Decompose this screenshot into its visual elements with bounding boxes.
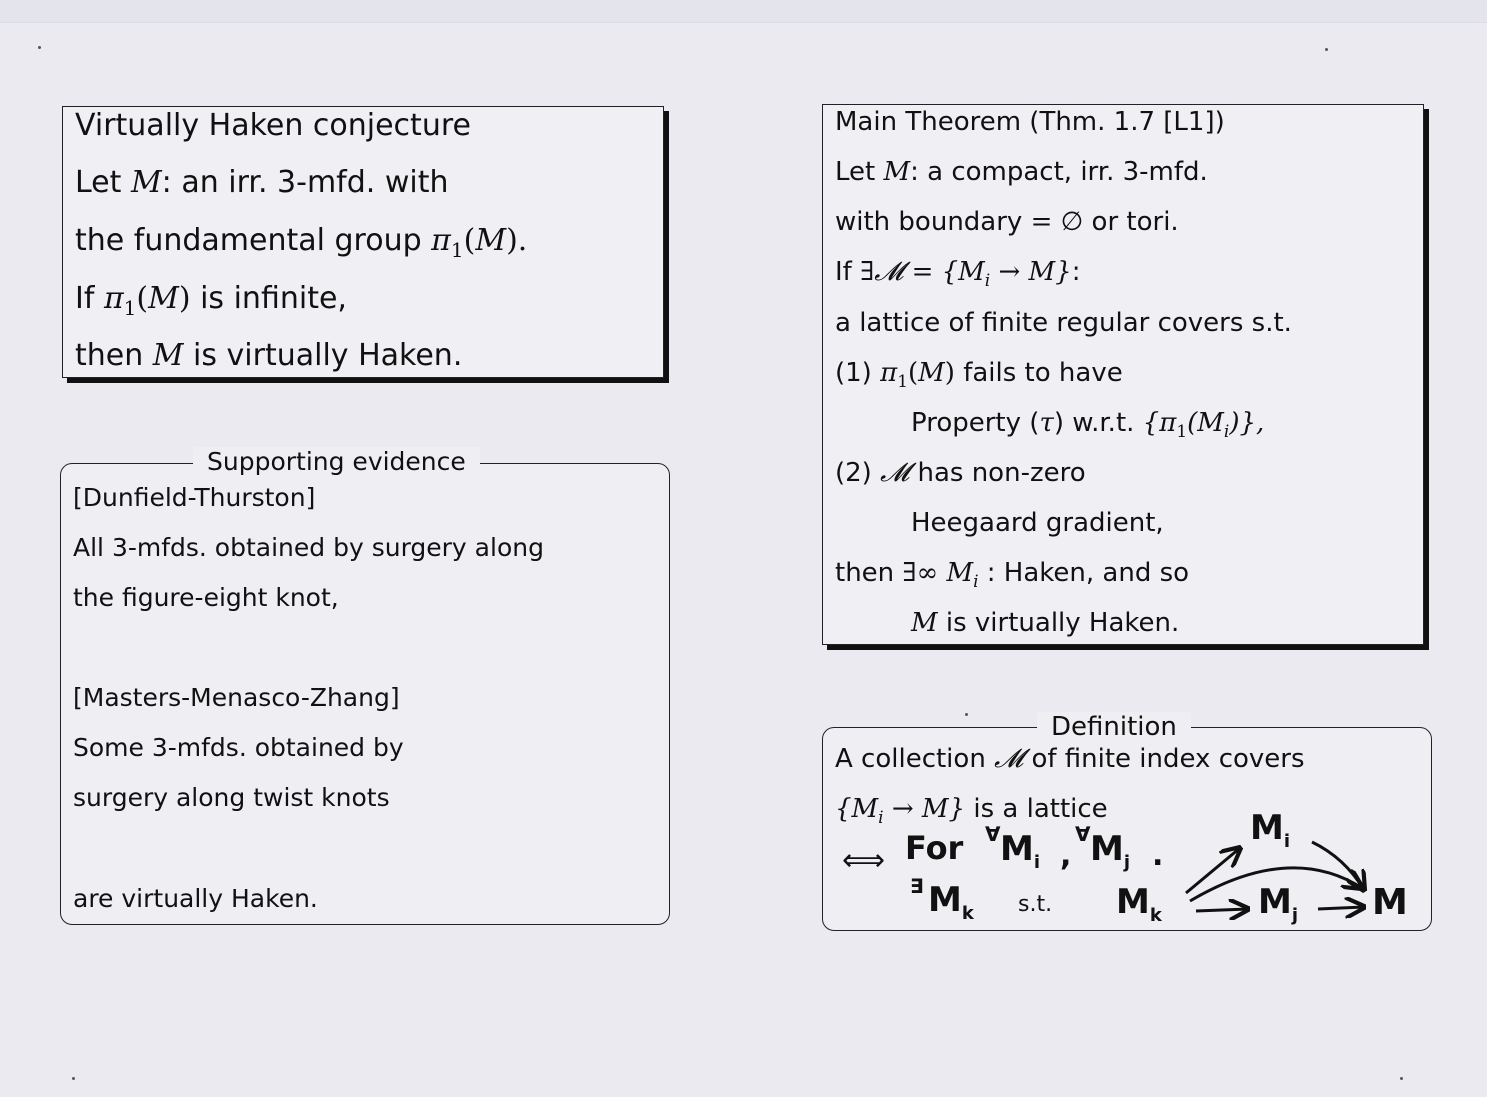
theorem-line-8: Heegaard gradient,: [911, 508, 1164, 538]
conjecture-line-2: the fundamental group $\pi_1(M)$.: [75, 223, 528, 262]
evidence-text-1b: the figure-eight knot,: [73, 583, 339, 612]
hand-exists: ∃: [910, 874, 924, 898]
evidence-ref-dunfield-thurston: [Dunfield-Thurston]: [73, 483, 316, 512]
evidence-ref-masters-menasco-zhang: [Masters-Menasco-Zhang]: [73, 683, 400, 712]
arrow-mk-to-m-curved: [1190, 868, 1362, 901]
theorem-line-1: Let M: a compact, irr. 3-mfd.: [835, 157, 1208, 187]
definition-legend: Definition: [1037, 712, 1191, 742]
evidence-text-1a: All 3-mfds. obtained by surgery along: [73, 533, 544, 562]
definition-line-1: A collection 𝓜 of finite index covers: [835, 744, 1305, 774]
diagram-m-i: $M_i$: [1250, 808, 1291, 852]
theorem-title: Main Theorem (Thm. 1.7 [L1]): [835, 107, 1225, 137]
diagram-m: M: [1372, 882, 1408, 923]
arrow-mk-to-mj: [1196, 909, 1248, 911]
theorem-line-10: M is virtually Haken.: [911, 608, 1180, 638]
conjecture-line-4: then M is virtually Haken.: [75, 338, 463, 373]
hand-for: For: [905, 829, 964, 867]
arrow-mk-to-mi: [1186, 848, 1240, 893]
arrow-mj-to-m: [1318, 907, 1364, 909]
diagram-m-k: $M_k$: [1116, 882, 1162, 926]
theorem-line-4: a lattice of finite regular covers s.t.: [835, 308, 1292, 338]
hand-forall-1: ∀: [985, 822, 1001, 846]
hand-m-j: $M_j$: [1090, 829, 1131, 873]
evidence-legend: Supporting evidence: [193, 447, 480, 476]
hand-dot: .: [1152, 838, 1164, 873]
iff-symbol: ⟺: [842, 843, 886, 878]
hand-comma: ,: [1060, 838, 1072, 873]
theorem-line-2: with boundary = ∅ or tori.: [835, 207, 1179, 237]
theorem-line-9: then ∃∞ $M_i$ : Haken, and so: [835, 558, 1190, 593]
conjecture-title: Virtually Haken conjecture: [75, 108, 471, 143]
theorem-line-6: Property (τ) w.r.t. $\{\pi_1(M_i)\}$,: [911, 408, 1265, 443]
hand-m-i: $M_i$: [1000, 829, 1041, 873]
theorem-line-3: If ∃𝓜 = $\{M_i \to M\}$:: [835, 257, 1081, 292]
evidence-conclusion: are virtually Haken.: [73, 884, 318, 913]
hand-forall-2: ∀: [1075, 822, 1091, 846]
conjecture-line-1: Let M: an irr. 3-mfd. with: [75, 165, 449, 200]
hand-m-k: $M_k$: [928, 880, 974, 924]
definition-line-2: $\{M_i \to M\}$ is a lattice: [835, 794, 1108, 829]
theorem-line-7: (2) 𝓜 has non-zero: [835, 458, 1086, 488]
theorem-line-5: (1) $\pi_1(M)$ fails to have: [835, 358, 1123, 393]
diagram-m-j: $M_j$: [1258, 882, 1299, 926]
evidence-text-2a: Some 3-mfds. obtained by: [73, 733, 404, 762]
evidence-text-2b: surgery along twist knots: [73, 783, 390, 812]
hand-st: s.t.: [1018, 892, 1053, 917]
conjecture-line-3: If $\pi_1(M)$ is infinite,: [75, 281, 347, 320]
